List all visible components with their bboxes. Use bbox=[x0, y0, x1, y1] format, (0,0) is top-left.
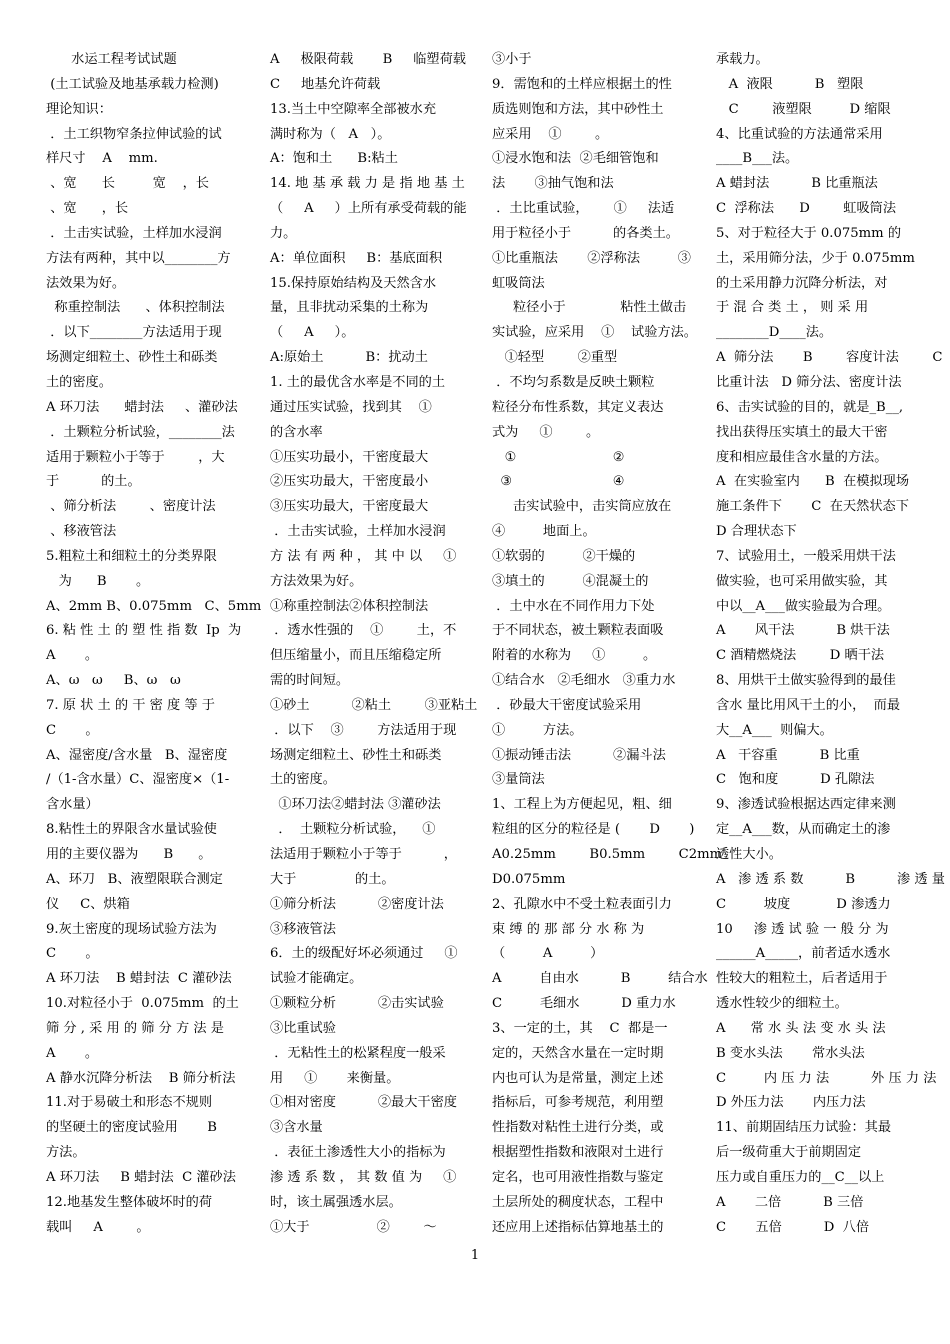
text-line: 方 法 有 两 种 ， 其 中 以 ① bbox=[270, 548, 457, 564]
text-line: A 常 水 头 法 变 水 头 法 bbox=[716, 1020, 886, 1036]
text-line: D0.075mm bbox=[492, 871, 566, 887]
text-line: A 二倍 B 三倍 bbox=[716, 1194, 864, 1210]
text-line: D 合理状态下 bbox=[716, 524, 797, 540]
text-line: ①轻型 ②重型 bbox=[492, 350, 618, 366]
text-line: 9、渗透试验根据达西定律来测 bbox=[716, 797, 896, 813]
text-line: ④ 地面上。 bbox=[492, 524, 596, 540]
text-line: ________D____法。 bbox=[716, 325, 833, 341]
text-line: 10 渗 透 试 验 一 般 分 为 bbox=[716, 921, 889, 937]
text-column-3 bbox=[492, 48, 723, 1241]
text-line: 找出获得压实填土的最大干密 bbox=[716, 424, 888, 440]
text-line: 比重计法 D 筛分法、密度计法 bbox=[716, 374, 902, 390]
text-line: 的土采用静力沉降分析法，对 bbox=[716, 275, 888, 291]
text-line: 1. 土的最优含水率是不同的土 bbox=[270, 374, 446, 390]
text-line: ③压实功最大，干密度最大 bbox=[270, 499, 429, 515]
text-line: ______A_____，前者适水透水 bbox=[716, 946, 891, 962]
text-line: C 毛细水 D 重力水 bbox=[492, 996, 676, 1012]
text-line: 承载力。 bbox=[716, 52, 769, 67]
text-line: A、ω ω B、ω ω bbox=[46, 673, 181, 689]
text-line: ．土工织物窄条拉伸试验的试 bbox=[46, 126, 222, 142]
text-line: ①相对密度 ②最大干密度 bbox=[270, 1095, 457, 1111]
text-line: 时，该土属强透水层。 bbox=[270, 1194, 402, 1210]
text-line: 14. 地 基 承 载 力 是 指 地 基 土 bbox=[270, 176, 465, 192]
text-line: 法 ③抽气饱和法 bbox=[492, 176, 614, 192]
text-line: 粒径分布性系数，其定义表达 bbox=[492, 399, 664, 415]
text-line: 4、比重试验的方法通常采用 bbox=[716, 126, 883, 142]
text-line: ②压实功最大，干密度最小 bbox=[270, 474, 429, 490]
text-column-4 bbox=[716, 48, 945, 1241]
text-line: 6．土的级配好坏必须通过 ① bbox=[270, 946, 458, 962]
text-line: ．土击实试验，土样加水浸润 bbox=[46, 225, 222, 241]
text-line: 质选则饱和方法，其中砂性土 bbox=[492, 101, 664, 117]
text-line: 做实验，也可采用做实验，其 bbox=[716, 573, 888, 589]
text-line: 应采用 ① 。 bbox=[492, 126, 609, 142]
text-line: 但压缩量小，而且压缩稳定所 bbox=[270, 648, 442, 664]
text-line: 1、工程上为方便起见，粗、细 bbox=[492, 797, 672, 813]
text-line: A 。 bbox=[46, 648, 99, 664]
text-line: A 环刀法 B 蜡封法 C 灌砂法 bbox=[46, 1169, 236, 1185]
text-line: 法适用于颗粒小于等于 ， bbox=[270, 847, 457, 862]
text-line: 9．需饱和的土样应根据土的性 bbox=[492, 76, 672, 92]
text-line: ．不均匀系数是反映土颗粒 bbox=[492, 374, 655, 390]
text-line: (土工试验及地基承载力检测) bbox=[46, 76, 219, 92]
text-line: 称重控制法 、体积控制法 bbox=[46, 300, 225, 316]
text-line: 场测定细粒土、砂性土和砾类 bbox=[270, 747, 442, 763]
text-line: 压力或自重压力的__C__以上 bbox=[716, 1169, 885, 1185]
text-line: ③含水量 bbox=[270, 1120, 323, 1136]
text-line: 、宽 长 宽 ，长 bbox=[46, 176, 209, 192]
text-line: C 液塑限 D 缩限 bbox=[716, 101, 891, 117]
text-line: A 风干法 B 烘干法 bbox=[716, 623, 890, 639]
text-line: 力。 bbox=[270, 225, 297, 241]
text-line: 后一级荷重大于前期固定 bbox=[716, 1145, 862, 1161]
text-line: 8.粘性土的界限含水量试验使 bbox=[46, 822, 217, 838]
text-line: ①软弱的 ②干燥的 bbox=[492, 548, 636, 564]
text-line: 适用于颗粒小于等于 ，大 bbox=[46, 449, 225, 465]
text-line: D 外压力法 内压力法 bbox=[716, 1095, 866, 1111]
text-line: C 酒精燃烧法 D 晒干法 bbox=[716, 648, 885, 664]
text-line: A 静水沉降分析法 B 筛分析法 bbox=[46, 1070, 236, 1086]
text-line: 需的时间短。 bbox=[270, 673, 350, 689]
text-line: 筛 分 , 采 用 的 筛 分 方 法 是 bbox=[46, 1020, 224, 1036]
text-line: 量，且非扰动采集的土称为 bbox=[270, 300, 429, 316]
text-line: 11、前期固结压力试验：其最 bbox=[716, 1120, 892, 1136]
text-line: ①压实功最小，干密度最大 bbox=[270, 449, 429, 465]
text-line: ____B___法。 bbox=[716, 151, 799, 167]
text-line: 土的密度。 bbox=[270, 772, 336, 788]
text-line: 定名，也可用液性指数与鉴定 bbox=[492, 1169, 664, 1185]
text-line: C 内 压 力 法 外 压 力 法 bbox=[716, 1070, 937, 1086]
text-line: 6、击实试验的目的，就是_B__, bbox=[716, 399, 904, 415]
text-line: 场测定细粒土、砂性土和砾类 bbox=[46, 350, 218, 366]
text-line: A 自由水 B 结合水 bbox=[492, 971, 708, 987]
text-line: 5.粗粒土和细粒土的分类界限 bbox=[46, 548, 217, 564]
text-line: 土层所处的稠度状态，工程中 bbox=[492, 1194, 664, 1210]
page-number: 1 bbox=[470, 1248, 480, 1263]
text-line: ①颗粒分析 ②击实试验 bbox=[270, 996, 444, 1012]
text-line: ①大于 ② ～ bbox=[270, 1219, 437, 1235]
text-line: 渗 透 系 数 ， 其 数 值 为 ① bbox=[270, 1169, 457, 1185]
text-line: 透性大小。 bbox=[716, 847, 782, 862]
text-line: ③填土的 ④混凝土的 bbox=[492, 573, 649, 589]
text-line: ③小于 bbox=[492, 52, 532, 67]
text-line: C 。 bbox=[46, 946, 99, 962]
text-line: A 在实验室内 B 在模拟现场 bbox=[716, 474, 910, 490]
text-line: C 坡度 D 渗透力 bbox=[716, 896, 891, 912]
text-line: A:原始土 B：扰动土 bbox=[270, 350, 428, 366]
text-line: A 渗 透 系 数 B 渗 透 量 bbox=[716, 871, 945, 887]
text-line: 于 的土。 bbox=[46, 474, 141, 490]
text-line: 大于 的土。 bbox=[270, 871, 395, 887]
text-line: 性指数对粘性土进行分类，或 bbox=[492, 1120, 664, 1136]
text-line: 方法效果为好。 bbox=[270, 573, 363, 589]
text-line: A 环刀法 B 蜡封法 C 灌砂法 bbox=[46, 971, 232, 987]
text-line: 法效果为好。 bbox=[46, 275, 126, 291]
text-line: 透水性较少的细粒土。 bbox=[716, 996, 848, 1012]
text-line: 为 B 。 bbox=[46, 573, 150, 589]
text-line: ① ② bbox=[492, 449, 625, 465]
text-line: 大__A___ 则偏大。 bbox=[716, 722, 833, 738]
text-line: A 筛分法 B 容度计法 C bbox=[716, 350, 943, 366]
text-line: ．透水性强的 ① 土，不 bbox=[270, 623, 457, 639]
text-line: 施工条件下 C 在天然状态下 bbox=[716, 499, 909, 515]
text-line: 6. 粘 性 土 的 塑 性 指 数 Ip 为 bbox=[46, 623, 242, 639]
text-line: 用于粒径小于 的各类土。 bbox=[492, 225, 679, 241]
text-line: ①环刀法②蜡封法 ③灌砂法 bbox=[270, 797, 441, 813]
text-line: ①振动锤击法 ②漏斗法 bbox=[492, 747, 666, 763]
text-column-1 bbox=[46, 48, 262, 1241]
text-line: 根据塑性指数和液限对土进行 bbox=[492, 1145, 664, 1161]
text-line: A0.25mm B0.5mm C2mm bbox=[492, 847, 723, 862]
text-line: 理论知识： bbox=[46, 101, 112, 117]
text-line: 11.对于易破土和形态不规则 bbox=[46, 1095, 213, 1111]
text-line: 附着的水称为 ① 。 bbox=[492, 648, 657, 664]
text-line: A、2mm B、0.075mm C、5mm bbox=[46, 598, 262, 614]
text-line: A、环刀 B、液塑限联合测定 bbox=[46, 871, 223, 887]
text-line: ． 土颗粒分析试验， ① bbox=[270, 822, 436, 838]
text-line: A 。 bbox=[46, 1045, 99, 1061]
text-line: A 干容重 B 比重 bbox=[716, 747, 860, 763]
text-line: 15.保持原始结构及天然含水 bbox=[270, 275, 437, 291]
text-line: ．土比重试验， ① 法适 bbox=[492, 201, 675, 217]
text-line: 度和相应最佳含水量的方法。 bbox=[716, 449, 888, 465]
text-line: A 极限荷载 B 临塑荷载 bbox=[270, 52, 466, 67]
text-line: 仪 C、烘箱 bbox=[46, 896, 130, 912]
text-line: 8、用烘干土做实验得到的最佳 bbox=[716, 673, 896, 689]
text-line: B 变水头法 常水头法 bbox=[716, 1045, 865, 1061]
text-line: 方法。 bbox=[46, 1145, 86, 1161]
text-column-2 bbox=[270, 48, 478, 1241]
text-line: 用 ① 来衡量。 bbox=[270, 1070, 400, 1086]
text-line: 载叫 A 。 bbox=[46, 1219, 150, 1235]
text-line: ③移液管法 bbox=[270, 921, 336, 937]
text-line: A 蜡封法 B 比重瓶法 bbox=[716, 176, 878, 192]
text-line: ③ ④ bbox=[492, 474, 625, 490]
text-line: A、湿密度/含水量 B、湿密度 bbox=[46, 747, 228, 763]
text-line: 实试验，应采用 ① 试验方法。 bbox=[492, 325, 697, 341]
text-line: 满时称为（ A ）。 bbox=[270, 126, 391, 142]
text-line: （ A ）上所有承受荷载的能 bbox=[270, 201, 467, 217]
text-line: 7. 原 状 土 的 干 密 度 等 于 bbox=[46, 697, 215, 713]
text-line: 虹吸筒法 bbox=[492, 275, 545, 291]
text-line: ．表征土渗透性大小的指标为 bbox=[270, 1145, 446, 1161]
text-line: ．无粘性土的松紧程度一般采 bbox=[270, 1045, 446, 1061]
text-line: C 五倍 D 八倍 bbox=[716, 1219, 870, 1235]
text-line: C 地基允许荷载 bbox=[270, 76, 381, 92]
text-line: 的含水率 bbox=[270, 424, 323, 440]
text-line: 于不同状态，被土颗粒表面吸 bbox=[492, 623, 664, 639]
text-line: 还应用上述指标估算地基土的 bbox=[492, 1219, 664, 1235]
text-line: 样尺寸 A mm. bbox=[46, 151, 158, 167]
text-line: 粒组的区分的粒径是 ( D ) bbox=[492, 822, 695, 838]
text-line: 12.地基发生整体破坏时的荷 bbox=[46, 1194, 213, 1210]
text-line: 击实试验中，击实筒应放在 bbox=[492, 499, 672, 515]
text-line: ．土中水在不同作用力下处 bbox=[492, 598, 655, 614]
text-line: 试验才能确定。 bbox=[270, 971, 363, 987]
text-line: 含水 量比用风干土的小， 而最 bbox=[716, 697, 901, 713]
text-line: 9.灰土密度的现场试验方法为 bbox=[46, 921, 217, 937]
text-line: 土的密度。 bbox=[46, 374, 112, 390]
text-line: ① 方法。 bbox=[492, 722, 583, 738]
text-line: 指标后，可参考规范，利用塑 bbox=[492, 1095, 664, 1111]
text-line: 束 缚 的 那 部 分 水 称 为 bbox=[492, 921, 645, 937]
text-line: 10.对粒径小于 0.075mm 的土 bbox=[46, 996, 239, 1012]
text-line: 的坚硬土的密度试验用 B bbox=[46, 1120, 217, 1136]
text-line: ①砂土 ②粘土 ③亚粘土 bbox=[270, 697, 478, 713]
text-line: C 。 bbox=[46, 722, 99, 738]
text-line: 内也可认为是常量，测定上述 bbox=[492, 1070, 664, 1086]
text-line: ①称重控制法②体积控制法 bbox=[270, 598, 429, 614]
text-line: 中以__A___做实验最为合理。 bbox=[716, 598, 891, 614]
text-line: 7、试验用土，一般采用烘干法 bbox=[716, 548, 896, 564]
text-line: ①结合水 ②毛细水 ③重力水 bbox=[492, 673, 676, 689]
text-line: ．土击实试验，土样加水浸润 bbox=[270, 524, 446, 540]
text-line: 5、对于粒径大于 0.075mm 的 bbox=[716, 225, 902, 241]
text-line: 粒径小于 粘性土做击 bbox=[492, 300, 687, 316]
text-line: A：单位面积 B：基底面积 bbox=[270, 250, 443, 266]
text-line: 于 混 合 类 土 ， 则 采 用 bbox=[716, 300, 869, 316]
text-line: ．以下________方法适用于现 bbox=[46, 325, 222, 341]
text-line: ①比重瓶法 ②浮称法 ③ bbox=[492, 250, 691, 266]
text-line: （ A ） bbox=[492, 946, 604, 962]
text-line: ①筛分析法 ②密度计法 bbox=[270, 896, 444, 912]
text-line: 通过压实试验，找到其 ① bbox=[270, 399, 432, 415]
text-line: 水运工程考试试题 bbox=[46, 52, 177, 67]
text-line: 用的主要仪器为 B 。 bbox=[46, 847, 212, 862]
text-line: /（1-含水量）C、湿密度×（1- bbox=[46, 772, 230, 788]
text-line: （ A ）。 bbox=[270, 325, 355, 341]
text-line: 、筛分析法 、密度计法 bbox=[46, 499, 216, 515]
text-line: ③比重试验 bbox=[270, 1020, 336, 1036]
text-line: 定__A___数，从而确定土的渗 bbox=[716, 822, 891, 838]
text-line: ．砂最大干密度试验采用 bbox=[492, 697, 642, 713]
text-line: ①浸水饱和法 ②毛细管饱和 bbox=[492, 151, 659, 167]
text-line: 定的，天然含水量在一定时期 bbox=[492, 1045, 664, 1061]
text-line: ③量筒法 bbox=[492, 772, 545, 788]
text-line: 13.当土中空隙率全部被水充 bbox=[270, 101, 437, 117]
text-line: 方法有两种，其中以________方 bbox=[46, 250, 231, 266]
text-line: A 液限 B 塑限 bbox=[716, 76, 864, 92]
text-line: 、宽 ，长 bbox=[46, 201, 129, 217]
text-line: 、移液管法 bbox=[46, 524, 117, 540]
text-line: C 饱和度 D 孔隙法 bbox=[716, 772, 875, 788]
text-line: A：饱和土 B:粘土 bbox=[270, 151, 398, 167]
text-line: ．以下 ③ 方法适用于现 bbox=[270, 722, 457, 738]
text-line: 含水量） bbox=[46, 797, 99, 813]
text-line: 3、一定的土，其 C 都是一 bbox=[492, 1020, 668, 1036]
text-line: ．土颗粒分析试验，________法 bbox=[46, 424, 235, 440]
text-line: A 环刀法 蜡封法 、灌砂法 bbox=[46, 399, 238, 415]
text-line: 式为 ① 。 bbox=[492, 424, 600, 440]
text-line: 2、孔隙水中不受土粒表面引力 bbox=[492, 896, 672, 912]
text-line: C 浮称法 D 虹吸筒法 bbox=[716, 201, 897, 217]
text-line: 土，采用筛分法，少于 0.075mm bbox=[716, 250, 915, 266]
text-line: 性较大的粗粒土，后者适用于 bbox=[716, 971, 888, 987]
